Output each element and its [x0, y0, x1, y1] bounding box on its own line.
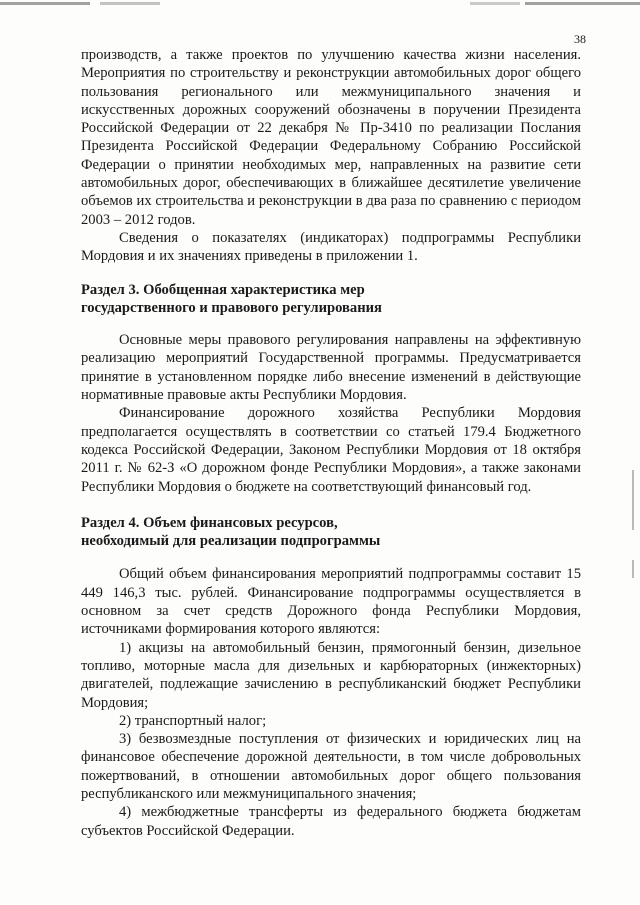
section-3-paragraph-1: Основные меры правового регулирования направлены на эффективную реализацию мероприятий Государственной программы. Предусматривается принятие в установленном порядке либо внесение изменений в действующие нормативные правовые акты Республики Мордовия.	[81, 332, 581, 404]
section-4-title-line-2: необходимый для реализации подпрограммы	[81, 533, 381, 550]
page-number: 38	[574, 32, 586, 46]
intro-paragraph-1: производств, а также проектов по улучшению качества жизни населения. Мероприятия по строительству и реконструкции автомобильных дорог общего пользования регионального или межмуниципального значения и искусственных дорожных сооружений обозначены в поручении Президента Российской Федерации от 22 декабря № Пр-3410 по реализации Послания Президента Российской Федерации Федеральному Собранию Российской Федерации о принятии необходимых мер, направленных на развитие сети автомобильных дорог, обеспечивающих в ближайшее десятилетие увеличение объемов их строительства и реконструкции в два раза по сравнению с периодом 2003 – 2012 годов.	[81, 47, 581, 228]
section-3-heading	[81, 281, 581, 318]
section-4-title-line-1: Раздел 4. Объем финансовых ресурсов,	[81, 514, 338, 531]
section-4-list-item-1: 1) акцизы на автомобильный бензин, прямогонный бензин, дизельное топливо, моторные масла для дизельных и карбюраторных (инжекторных) двигателей, подлежащие зачислению в республиканский бюджет Республики Мордовия;	[81, 639, 581, 711]
section-4-heading	[81, 514, 581, 551]
intro-paragraph-2: Сведения о показателях (индикаторах) подпрограммы Республики Мордовия и их значениях приведены в приложении 1.	[81, 229, 581, 265]
section-3-title-line-2: государственного и правового регулирования	[81, 299, 382, 316]
section-4-list-item-2: 2) транспортный налог;	[119, 712, 267, 729]
section-3-paragraph-2: Финансирование дорожного хозяйства Республики Мордовия предполагается осуществлять в соответствии со статьей 179.4 Бюджетного кодекса Российской Федерации, Законом Республики Мордовия от 18 октября 2011 г. № 62-З «О дорожном фонде Республики Мордовия», а также законами Республики Мордовия о бюджете на соответствующий финансовый год.	[81, 405, 581, 495]
section-4-list-item-3: 3) безвозмездные поступления от физических и юридических лиц на финансовое обеспечение дорожной деятельности, в том числе добровольных пожертвований, в отношении автомобильных дорог общего пользования республиканского или межмуниципального значения;	[81, 731, 581, 802]
scan-edge-top	[0, 0, 640, 10]
section-4-body	[81, 565, 581, 839]
section-3-body	[81, 331, 581, 496]
document-body	[81, 46, 581, 840]
scan-edge-right	[632, 470, 634, 530]
section-3-title-line-1: Раздел 3. Обобщенная характеристика мер	[81, 281, 365, 298]
section-4-list-item-4: 4) межбюджетные трансферты из федерального бюджета бюджетам субъектов Российской Федерации.	[81, 804, 581, 839]
scan-edge-right-lower	[632, 560, 634, 578]
section-4-paragraph-1: Общий объем финансирования мероприятий подпрограммы составит 15 449 146,3 тыс. рублей. Финансирование подпрограммы осуществляется в основном за счет средств Дорожного фонда Республики Мордовия, источниками формирования которого являются:	[81, 566, 581, 638]
